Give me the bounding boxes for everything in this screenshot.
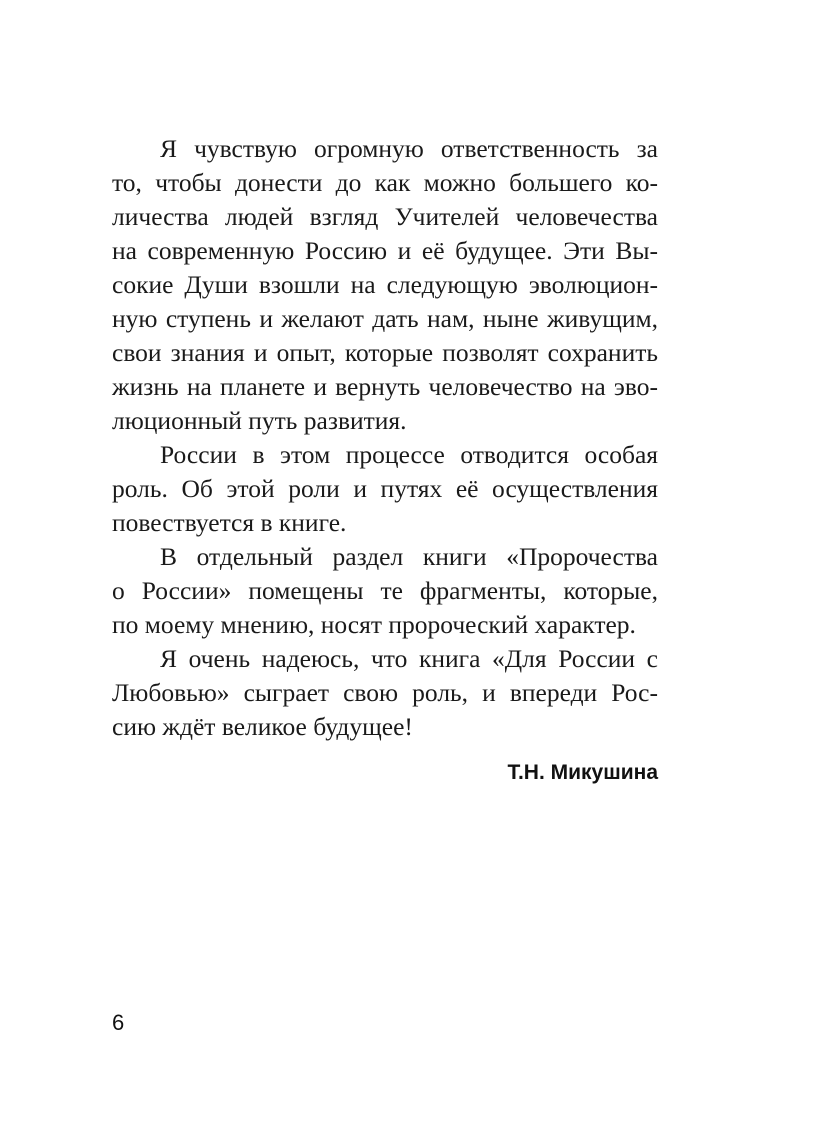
text-line: ную ступень и желают дать нам, ныне живущим, bbox=[112, 304, 658, 333]
text-line: повествуется в книге. bbox=[112, 508, 347, 537]
page-number: 6 bbox=[112, 1010, 125, 1035]
text-line: жизнь на планете и вернуть человечество на эво- bbox=[112, 372, 658, 401]
author-signature: Т.Н. Микушина bbox=[507, 761, 658, 784]
text-line: Я очень надеюсь, что книга «Для России с bbox=[160, 644, 658, 673]
text-line: Любовью» сыграет свою роль, и впереди Рос- bbox=[112, 678, 658, 707]
text-line: люционный путь развития. bbox=[112, 406, 407, 435]
text-line: то, чтобы донести до как можно большего ко- bbox=[112, 168, 658, 197]
text-line: России в этом процессе отводится особая bbox=[160, 440, 658, 469]
text-line: личества людей взгляд Учителей человечества bbox=[112, 202, 658, 231]
text-line: Я чувствую огромную ответственность за bbox=[160, 134, 658, 163]
text-line: на современную Россию и её будущее. Эти Вы- bbox=[112, 236, 658, 265]
text-line: по моему мнению, носят пророческий характер. bbox=[112, 610, 636, 639]
text-line: роль. Об этой роли и путях её осуществления bbox=[112, 474, 658, 503]
body-text bbox=[112, 132, 658, 744]
text-line: сию ждёт великое будущее! bbox=[112, 712, 413, 741]
text-line: сокие Души взошли на следующую эволюцион- bbox=[112, 270, 658, 299]
text-line: свои знания и опыт, которые позволят сохранить bbox=[112, 338, 658, 367]
text-line: о России» помещены те фрагменты, которые, bbox=[112, 576, 658, 605]
text-line: В отдельный раздел книги «Пророчества bbox=[160, 542, 658, 571]
